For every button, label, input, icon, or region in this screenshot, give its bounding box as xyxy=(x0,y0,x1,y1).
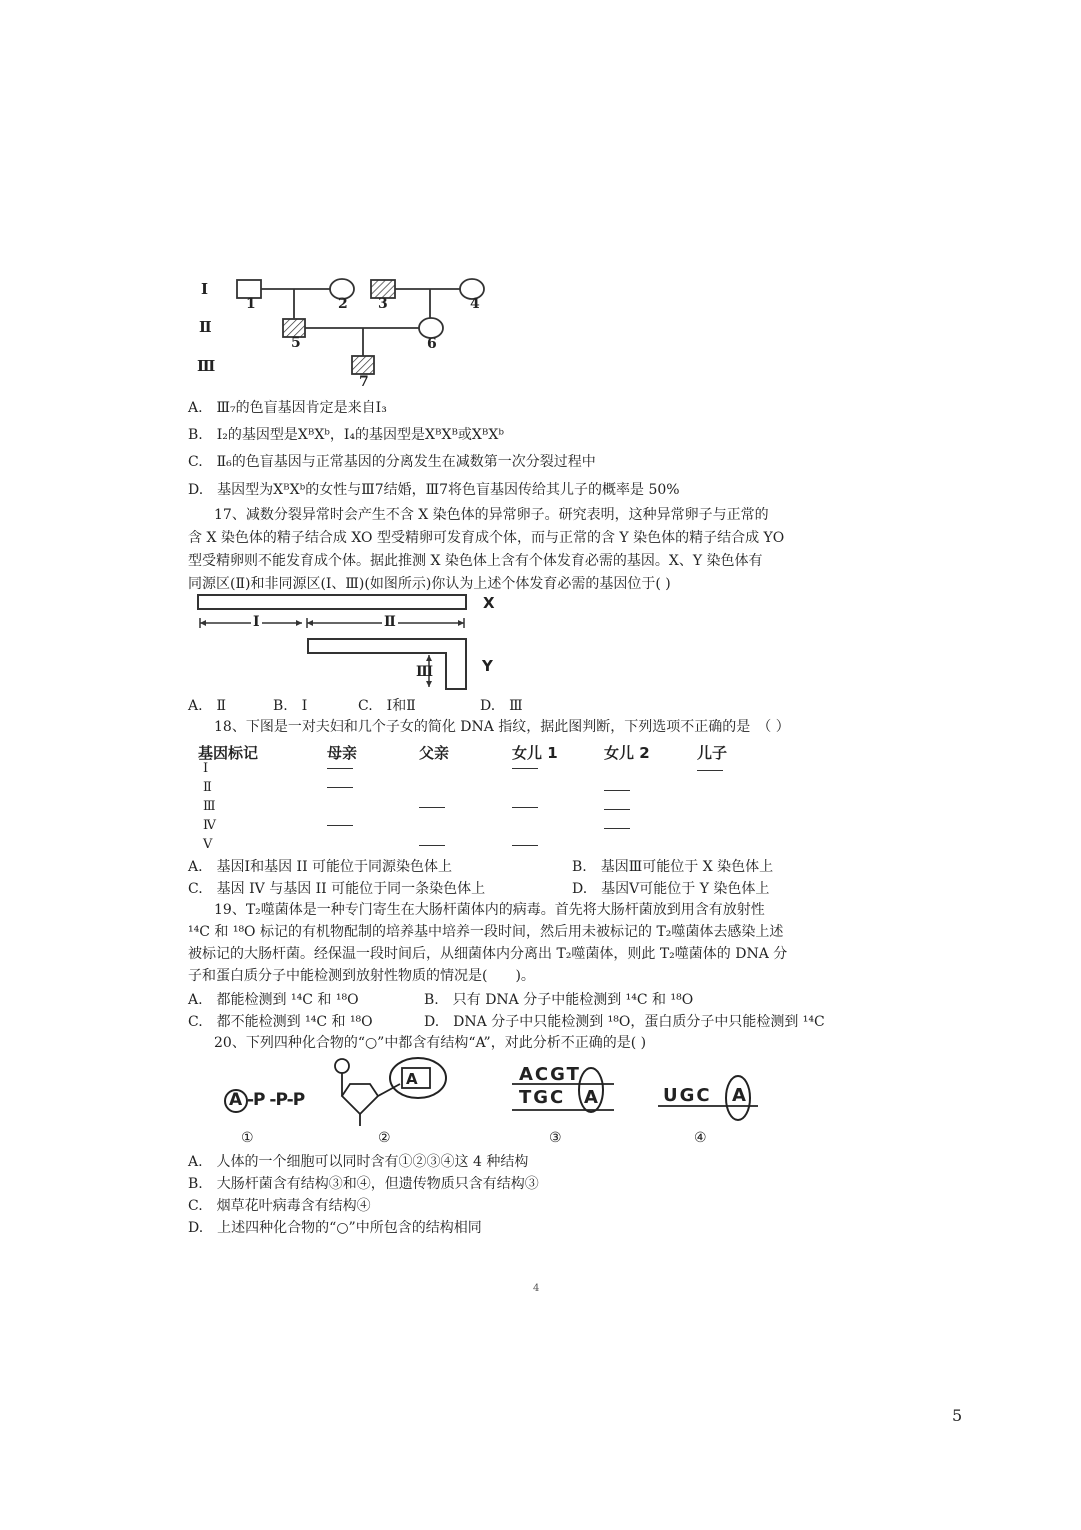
individual-label-4: 4 xyxy=(470,296,480,312)
dna-header-daughter2: 女儿 2 xyxy=(604,744,650,762)
dna-band xyxy=(327,768,353,769)
dna-row-label-2: Ⅱ xyxy=(203,780,212,795)
dna-header-daughter1: 女儿 1 xyxy=(512,744,558,762)
inner-page-number: 4 xyxy=(533,1283,540,1294)
q17-line-4: 同源区(Ⅱ)和非同源区(Ⅰ、Ⅲ)(如图所示)你认为上述个体发育必需的基因位于( ) xyxy=(188,576,671,592)
q16-option-a: A. Ⅲ₇的色盲基因肯定是来自Ⅰ₃ xyxy=(188,400,387,416)
q20-option-b: B. 大肠杆菌含有结构③和④，但遗传物质只含有结构③ xyxy=(188,1176,539,1192)
dna-band xyxy=(327,825,353,826)
generation-label-2: Ⅱ xyxy=(199,318,212,336)
pedigree-chart xyxy=(190,270,510,395)
region-1-label: Ⅰ xyxy=(253,614,260,630)
dna-header-father: 父亲 xyxy=(419,744,450,762)
dna-row-label-4: Ⅳ xyxy=(203,818,216,833)
x-chromosome-label: X xyxy=(483,594,495,612)
dna-band xyxy=(419,807,445,808)
region-2-label: Ⅱ xyxy=(384,614,396,630)
dna-band xyxy=(604,790,630,791)
dna-band xyxy=(512,807,538,808)
q17-option-c: C. Ⅰ和Ⅱ xyxy=(358,698,416,714)
q19-option-c: C. 都不能检测到 ¹⁴C 和 ¹⁸O xyxy=(188,1014,373,1030)
dna-row-label-1: Ⅰ xyxy=(203,761,209,776)
dna-header-marker: 基因标记 xyxy=(198,744,259,762)
individual-label-6: 6 xyxy=(427,336,437,352)
dna-header-mother: 母亲 xyxy=(327,744,358,762)
q20-option-d: D. 上述四种化合物的“○”中所包含的结构相同 xyxy=(188,1220,482,1236)
generation-label-3: Ⅲ xyxy=(197,357,216,375)
outer-page-number: 5 xyxy=(952,1406,963,1425)
individual-label-3: 3 xyxy=(378,296,388,312)
q19-line-2: ¹⁴C 和 ¹⁸O 标记的有机物配制的培养基中培养一段时间，然后用未被标记的 T₂噬菌体去感染上述 xyxy=(188,924,784,940)
region-3-label: Ⅲ xyxy=(416,664,434,680)
q18-option-b: B. 基因Ⅲ可能位于 X 染色体上 xyxy=(572,859,774,875)
q20-option-a: A. 人体的一个细胞可以同时含有①②③④这 4 种结构 xyxy=(188,1154,529,1170)
q19-option-a: A. 都能检测到 ¹⁴C 和 ¹⁸O xyxy=(188,992,359,1008)
q17-option-a: A. Ⅱ xyxy=(188,698,227,714)
dna-band xyxy=(327,787,353,788)
figure-label-1: ① xyxy=(241,1130,254,1146)
q17-line-1: 17、减数分裂异常时会产生不含 X 染色体的异常卵子。研究表明，这种异常卵子与正常的 xyxy=(214,507,769,523)
figure3-bottom-strand: TGC xyxy=(519,1087,566,1108)
q17-line-3: 型受精卵则不能发育成个体。据此推测 X 染色体上含有个体发育必需的基因。X、Y 染色体有 xyxy=(188,553,763,569)
dna-band xyxy=(604,809,630,810)
q16-option-c: C. Ⅱ₆的色盲基因与正常基因的分离发生在减数第一次分裂过程中 xyxy=(188,454,596,470)
q16-option-d: D. 基因型为XᴮXᵇ的女性与Ⅲ7结婚，Ⅲ7将色盲基因传给其儿子的概率是 50% xyxy=(188,482,680,498)
figure-label-2: ② xyxy=(378,1130,391,1146)
dna-band xyxy=(512,768,538,769)
q17-option-b: B. Ⅰ xyxy=(273,698,308,714)
q19-line-4: 子和蛋白质分子中能检测到放射性物质的情况是( )。 xyxy=(188,968,535,984)
q19-line-3: 被标记的大肠杆菌。经保温一段时间后，从细菌体内分离出 T₂噬菌体，则此 T₂噬菌体的 DNA 分 xyxy=(188,946,788,962)
dna-band xyxy=(604,828,630,829)
individual-label-7: 7 xyxy=(359,374,369,390)
figure1-atp-phosphates: -P -P-P xyxy=(247,1090,305,1110)
dna-band xyxy=(697,770,723,771)
q18-option-a: A. 基因Ⅰ和基因 II 可能位于同源染色体上 xyxy=(188,859,453,875)
individual-label-5: 5 xyxy=(291,335,301,351)
figure-label-4: ④ xyxy=(694,1130,707,1146)
figure1-atp-a: A xyxy=(229,1090,243,1110)
q18-option-d: D. 基因Ⅴ可能位于 Y 染色体上 xyxy=(572,881,770,897)
figure3-circled-a: A xyxy=(584,1087,598,1108)
figure4-strand: UGC xyxy=(663,1085,712,1106)
q19-option-b: B. 只有 DNA 分子中能检测到 ¹⁴C 和 ¹⁸O xyxy=(424,992,694,1008)
figure2-base-a: A xyxy=(406,1070,418,1088)
q16-option-b: B. Ⅰ₂的基因型是XᴮXᵇ，Ⅰ₄的基因型是XᴮXᴮ或XᴮXᵇ xyxy=(188,427,504,443)
q19-line-1: 19、T₂噬菌体是一种专门寄生在大肠杆菌体内的病毒。首先将大肠杆菌放到用含有放射性 xyxy=(214,902,765,918)
q19-option-d: D. DNA 分子中只能检测到 ¹⁸O，蛋白质分子中只能检测到 ¹⁴C xyxy=(424,1014,825,1030)
dna-header-son: 儿子 xyxy=(697,744,728,762)
q18-question: 18、下图是一对夫妇和几个子女的简化 DNA 指纹，据此图判断，下列选项不正确的是 （ ） xyxy=(214,719,790,735)
individual-label-1: 1 xyxy=(246,296,256,312)
y-chromosome-label: Y xyxy=(482,657,493,675)
q20-option-c: C. 烟草花叶病毒含有结构④ xyxy=(188,1198,371,1214)
q17-option-d: D. Ⅲ xyxy=(480,698,523,714)
figure3-top-strand: ACGT xyxy=(519,1064,581,1085)
figure4-circled-a: A xyxy=(732,1085,746,1106)
q18-option-c: C. 基因 IV 与基因 II 可能位于同一条染色体上 xyxy=(188,881,486,897)
dna-band xyxy=(512,845,538,846)
q20-question: 20、下列四种化合物的“○”中都含有结构“A”，对此分析不正确的是( ) xyxy=(214,1035,647,1051)
dna-band xyxy=(419,845,445,846)
figure-label-3: ③ xyxy=(549,1130,562,1146)
generation-label-1: Ⅰ xyxy=(201,280,209,298)
dna-row-label-3: Ⅲ xyxy=(203,799,216,814)
individual-label-2: 2 xyxy=(338,296,348,312)
xy-chromosome-diagram xyxy=(192,593,492,693)
dna-row-label-5: Ⅴ xyxy=(203,837,213,852)
figure2-nucleotide xyxy=(330,1056,450,1132)
q17-line-2: 含 X 染色体的精子结合成 XO 型受精卵可发育成个体，而与正常的含 Y 染色体的精子结合成 YO xyxy=(188,530,785,546)
